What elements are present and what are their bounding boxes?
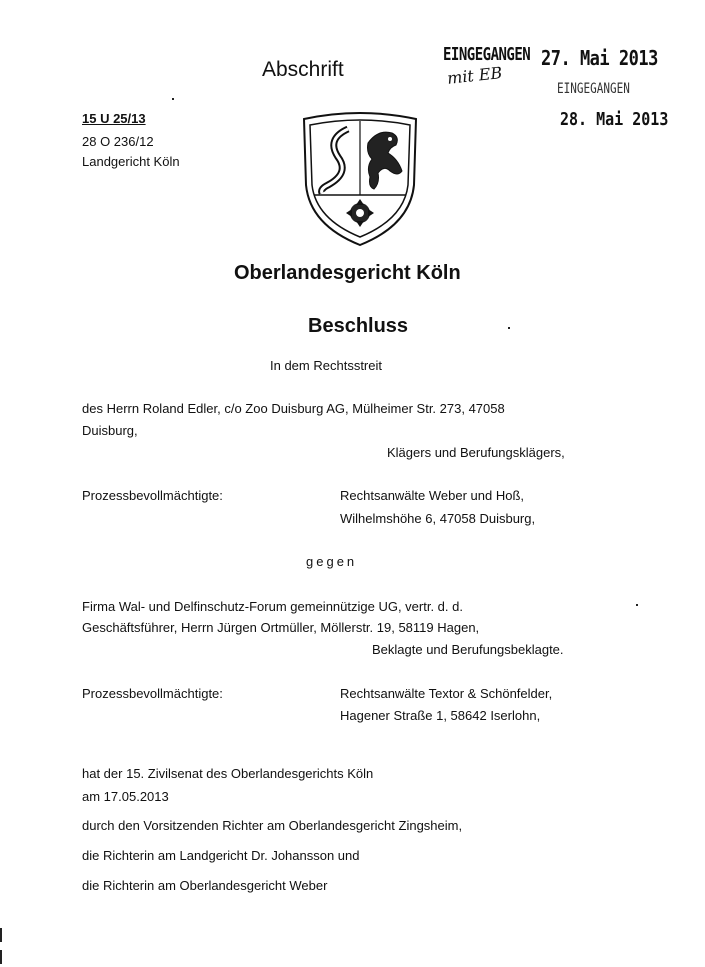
panel-line-4: die Richterin am Landgericht Dr. Johansson und [82,848,360,863]
plaintiff-counsel-line-2: Wilhelmshöhe 6, 47058 Duisburg, [340,511,536,526]
defendant-counsel-line-1: Rechtsanwälte Textor & Schönfelder, [340,686,553,701]
scan-speck [172,98,174,100]
scan-margin-mark [0,950,2,964]
file-number: 15 U 25/13 [82,111,146,126]
court-title: Oberlandesgericht Köln [234,262,461,284]
received-stamp-1: EINGEGANGEN [443,45,531,65]
defendant-role: Beklagte und Berufungsbeklagte. [372,642,564,657]
scan-speck [508,327,510,329]
defendant-line-2: Geschäftsführer, Herrn Jürgen Ortmüller, Möllerstr. 19, 58119 Hagen, [82,620,480,635]
document-type: Beschluss [308,315,409,337]
panel-line-1: hat der 15. Zivilsenat des Oberlandesgerichts Köln [82,766,374,781]
panel-line-2: am 17.05.2013 [82,789,169,804]
coat-of-arms-emblem [298,107,422,254]
lower-file-number: 28 O 236/12 [82,134,154,149]
scan-speck [636,604,638,606]
received-stamp-2: EINGEGANGEN [557,80,630,97]
intro-line: In dem Rechtsstreit [270,358,382,373]
plaintiff-line-1: des Herrn Roland Edler, c/o Zoo Duisburg AG, Mülheimer Str. 273, 47058 [82,401,505,416]
versus: gegen [306,554,358,569]
plaintiff-line-2: Duisburg, [82,423,138,438]
handwritten-note: mit EB [446,63,504,88]
received-stamp-1-date: 27. Mai 2013 [541,47,658,71]
plaintiff-role: Klägers und Berufungsklägers, [387,445,565,460]
received-stamp-2-date: 28. Mai 2013 [560,108,669,130]
plaintiff-counsel-label: Prozessbevollmächtigte: [82,488,223,503]
lower-court: Landgericht Köln [82,154,180,169]
panel-line-3: durch den Vorsitzenden Richter am Oberlandesgericht Zingsheim, [82,818,463,833]
panel-line-5: die Richterin am Oberlandesgericht Weber [82,878,328,893]
plaintiff-counsel-line-1: Rechtsanwälte Weber und Hoß, [340,488,525,503]
scan-margin-mark [0,928,2,942]
defendant-counsel-label: Prozessbevollmächtigte: [82,686,223,701]
defendant-counsel-line-2: Hagener Straße 1, 58642 Iserlohn, [340,708,541,723]
copy-label: Abschrift [262,58,344,81]
defendant-line-1: Firma Wal- und Delfinschutz-Forum gemeinnützige UG, vertr. d. d. [82,599,463,614]
